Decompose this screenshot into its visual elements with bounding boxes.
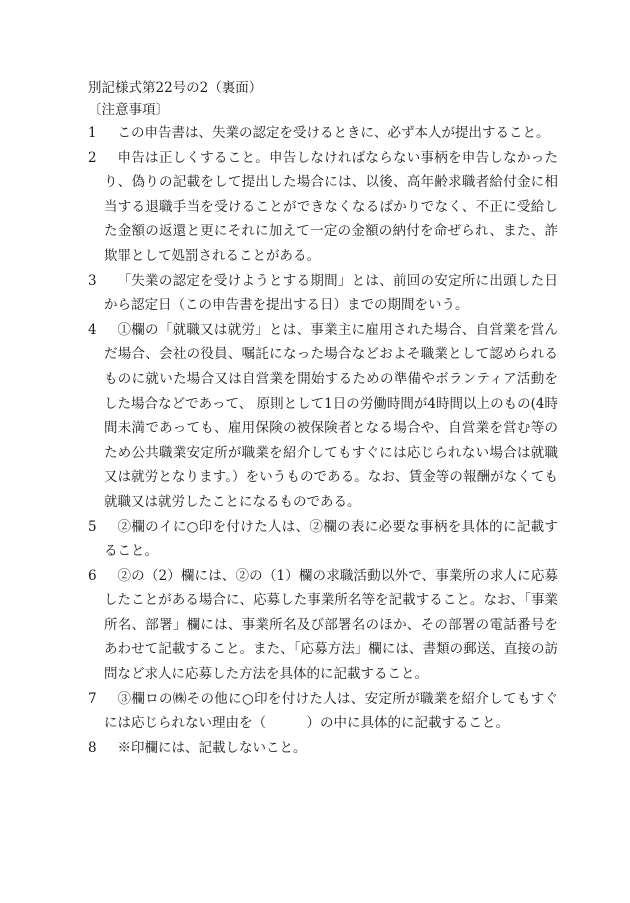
- section-heading: 〔注意事項〕: [88, 102, 169, 118]
- note-number: 1: [88, 125, 97, 141]
- note-item: [88, 564, 558, 687]
- note-item: [88, 146, 558, 269]
- note-text: 「失業の認定を受けようとする期間」とは、前回の安定所に出頭した日から認定日（この申告書を提出する日）までの期間をいう。: [104, 272, 558, 314]
- note-text: 申告は正しくすること。申告しなければならない事柄を申告しなかったり、偽りの記載をして提出した場合には、以後、高年齢求職者給付金に相当する退職手当を受けることができなくなるばかりでなく、不正に受給した金額の返還と更にそれに加えて一定の金額の納付を命ぜられ、また、詐欺罪として処罰されることがある。: [104, 149, 558, 264]
- note-number: 3: [88, 272, 97, 289]
- note-item: [88, 269, 558, 318]
- note-item: [88, 318, 558, 515]
- note-number: 4: [88, 321, 97, 338]
- note-text: ①欄の「就職又は就労」とは、事業主に雇用された場合、自営業を営んだ場合、会社の役員、嘱託になった場合などおよそ職業として認められるものに就いた場合又は自営業を開始するための準備やボランティア活動をした場合などであって、 原則として1日の労働時間が4時間以上のもの(4時間未満であっても、雇用保険の被保険者となる場合や、自営業を営む等のため公共職業安定所が職業を紹介してもすぐには応じられない場合は就職又は就労となります。）をいうものである。なお、賃金等の報酬がなくても就職又は就労したことになるものである。: [104, 321, 558, 510]
- note-item: [88, 736, 558, 761]
- note-item: [88, 515, 558, 564]
- note-number: 7: [88, 690, 97, 707]
- note-number: 2: [88, 149, 97, 166]
- note-text: この申告書は、失業の認定を受けるときに、必ず本人が提出すること。: [117, 125, 550, 141]
- note-text: ③欄ロの㈱その他に○印を付けた人は、安定所が職業を紹介してもすぐには応じられない理由を（ ）の中に具体的に記載すること。: [104, 690, 558, 732]
- note-item: [88, 121, 558, 146]
- note-item: [88, 687, 558, 736]
- note-number: 6: [88, 567, 97, 584]
- note-text: ※印欄には、記載しないこと。: [117, 739, 307, 756]
- note-text: ②欄のイに○印を付けた人は、②欄の表に必要な事柄を具体的に記載すること。: [104, 518, 558, 560]
- note-number: 8: [88, 739, 97, 756]
- form-title: 別記様式第22号の2（裏面）: [88, 80, 263, 96]
- note-text: ②の（2）欄には、②の（1）欄の求職活動以外で、事業所の求人に応募したことがある場合に、応募した事業所名等を記載すること。なお、「事業所名、部署」欄には、事業所名及び部署名のほか、その部署の電話番号をあわせて記載すること。また、「応募方法」欄には、書類の郵送、直接の訪問など求人に応募した方法を具体的に記載すること。: [104, 567, 558, 683]
- document-page: [88, 77, 558, 760]
- note-number: 5: [88, 518, 97, 535]
